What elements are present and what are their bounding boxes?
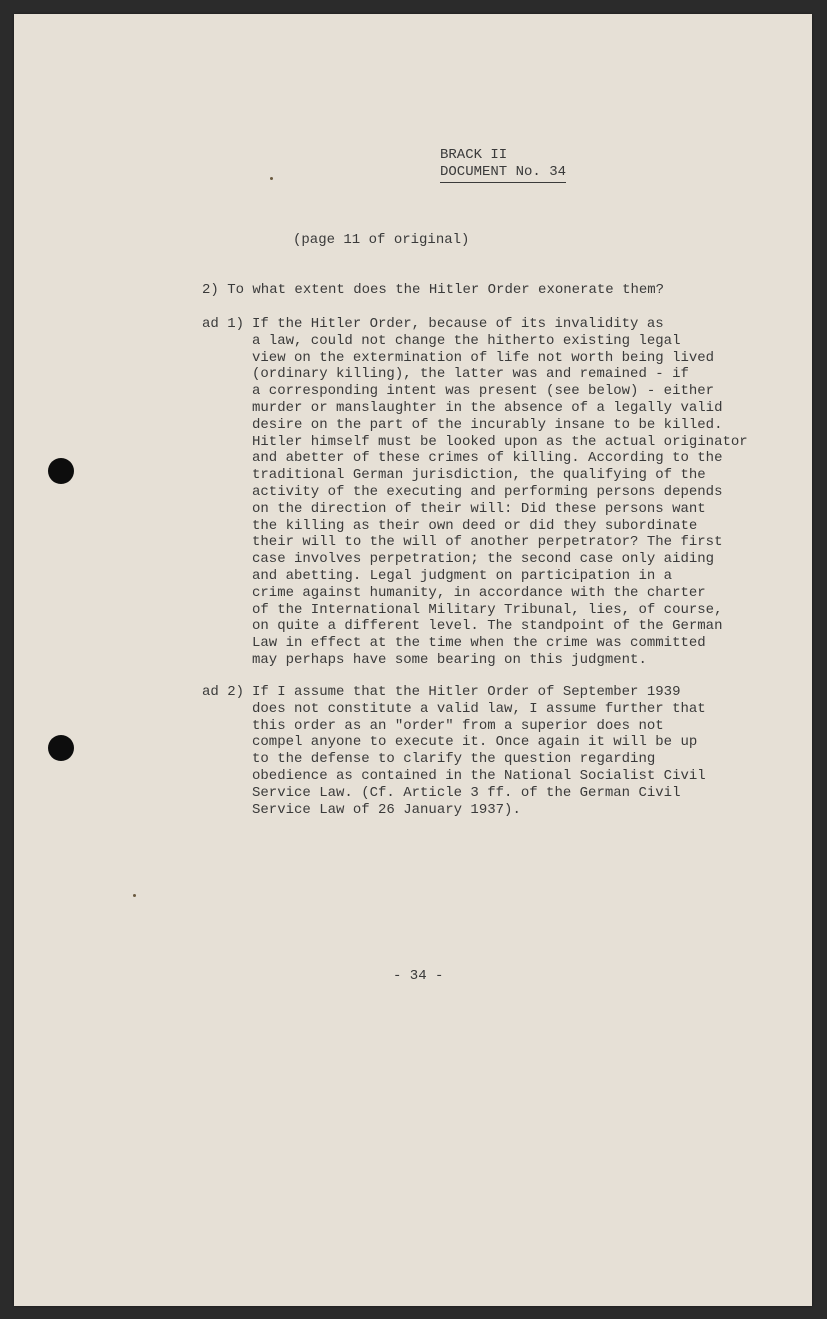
document-header	[440, 147, 566, 183]
document-number: DOCUMENT No. 34	[440, 164, 566, 183]
header-title: BRACK II	[440, 147, 508, 163]
question-heading: 2) To what extent does the Hitler Order exonerate them?	[202, 282, 665, 298]
text-line: to the defense to clarify the question regarding	[252, 751, 656, 768]
paper-speck	[133, 894, 136, 897]
text-line: may perhaps have some bearing on this judgment.	[252, 651, 647, 668]
text-line: a law, could not change the hitherto existing legal	[252, 332, 681, 349]
text-line: does not constitute a valid law, I assume further that	[252, 700, 706, 717]
text-line: case involves perpetration; the second case only aiding	[252, 551, 715, 568]
text-line: Law in effect at the time when the crime was committed	[252, 635, 706, 652]
text-line: compel anyone to execute it. Once again it will be up	[252, 734, 698, 751]
answer-text-1	[252, 316, 748, 669]
page-number: - 34 -	[393, 968, 444, 984]
text-line: Service Law. (Cf. Article 3 ff. of the German Civil	[252, 784, 681, 801]
punch-hole-bottom	[48, 735, 74, 761]
text-line: the killing as their own deed or did they subordinate	[252, 517, 698, 534]
answer-text-2	[252, 684, 706, 818]
text-line: on quite a different level. The standpoint of the German	[252, 618, 723, 635]
text-line: their will to the will of another perpetrator? The first	[252, 534, 723, 551]
text-line: Hitler himself must be looked upon as the actual originator	[252, 433, 748, 450]
text-line: obedience as contained in the National Socialist Civil	[252, 767, 706, 784]
text-line: activity of the executing and performing persons depends	[252, 483, 723, 500]
page-reference: (page 11 of original)	[293, 232, 470, 248]
answer-label-2: ad 2)	[202, 684, 245, 700]
text-line: murder or manslaughter in the absence of a legally valid	[252, 399, 723, 416]
document-page	[14, 14, 812, 1306]
text-line: If I assume that the Hitler Order of September 1939	[252, 684, 681, 700]
text-line: traditional German jurisdiction, the qualifying of the	[252, 467, 706, 484]
text-line: If the Hitler Order, because of its invalidity as	[252, 316, 664, 332]
text-line: this order as an "order" from a superior does not	[252, 717, 664, 734]
paper-speck	[270, 177, 273, 180]
text-line: on the direction of their will: Did these persons want	[252, 500, 706, 517]
text-line: a corresponding intent was present (see below) - either	[252, 383, 715, 400]
text-line: of the International Military Tribunal, lies, of course,	[252, 601, 723, 618]
text-line: Service Law of 26 January 1937).	[252, 801, 521, 818]
punch-hole-top	[48, 458, 74, 484]
text-line: and abetting. Legal judgment on participation in a	[252, 567, 673, 584]
text-line: and abetter of these crimes of killing. According to the	[252, 450, 723, 467]
answer-label-1: ad 1)	[202, 316, 245, 332]
text-line: (ordinary killing), the latter was and remained - if	[252, 366, 689, 383]
text-line: crime against humanity, in accordance with the charter	[252, 584, 706, 601]
text-line: desire on the part of the incurably insane to be killed.	[252, 416, 723, 433]
text-line: view on the extermination of life not worth being lived	[252, 349, 715, 366]
